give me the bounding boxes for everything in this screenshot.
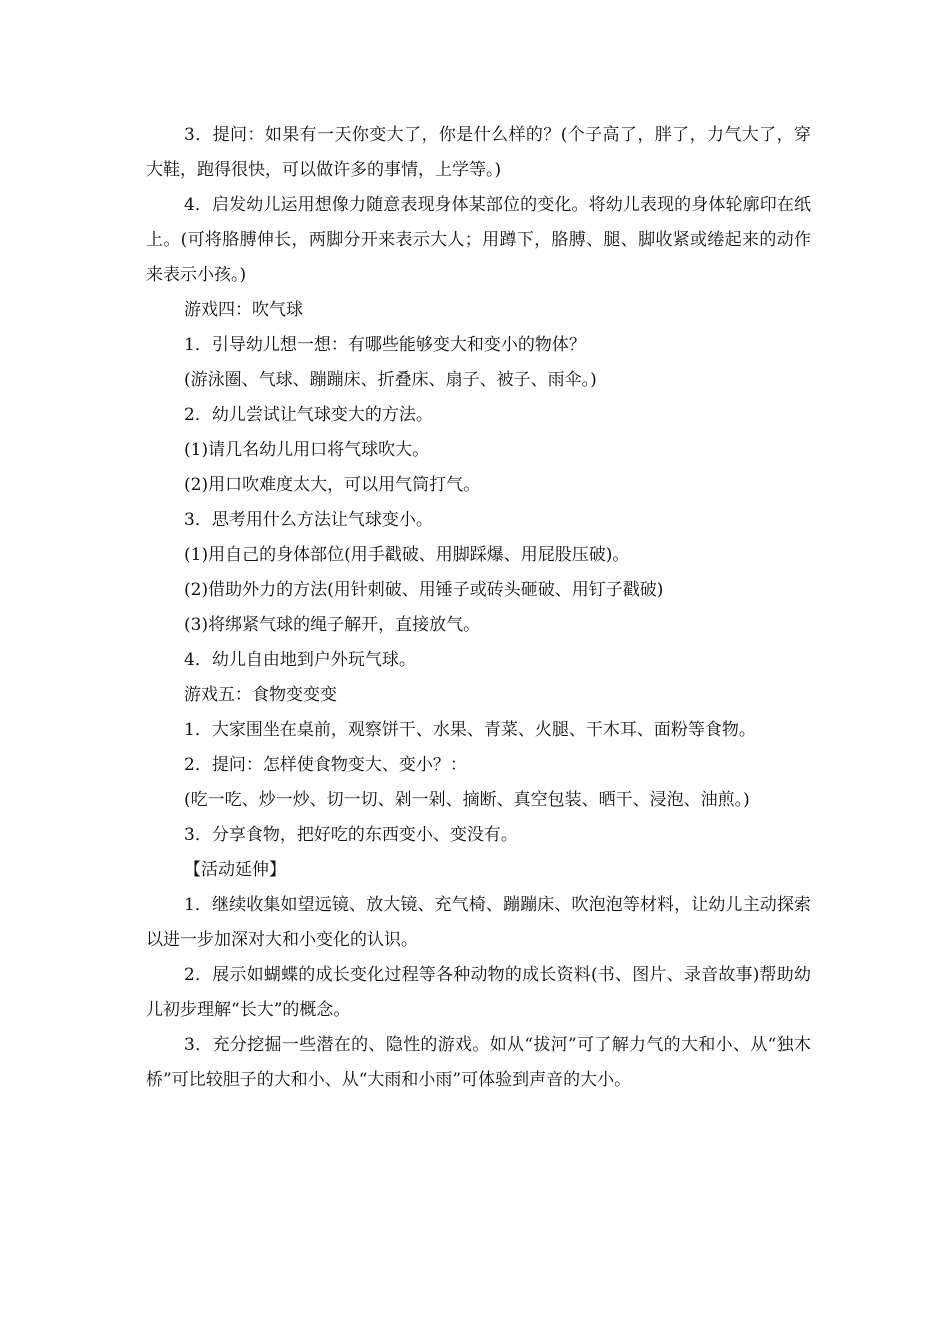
heading-activity-extension: 【活动延伸】	[184, 860, 286, 880]
paragraph-use-body: (1)用自己的身体部位(用手戳破、用脚踩爆、用屁股压破)。	[184, 545, 630, 565]
paragraph-play-outdoors: 4．幼儿自由地到户外玩气球。	[184, 650, 416, 670]
paragraph-question-grow: 3．提问：如果有一天你变大了，你是什么样的？(个子高了，胖了，力气大了，穿大鞋，跑得很快，可以做许多的事情，上学等。)	[146, 125, 811, 180]
paragraph-balloon-smaller: 3．思考用什么方法让气球变小。	[184, 510, 433, 530]
heading-game-four: 游戏四：吹气球	[184, 300, 303, 320]
paragraph-untie-string: (3)将绑紧气球的绳子解开，直接放气。	[184, 615, 481, 635]
paragraph-external-force: (2)借助外力的方法(用针刺破、用锤子或砖头砸破、用钉子戳破)	[184, 580, 664, 600]
paragraph-use-pump: (2)用口吹难度太大，可以用气筒打气。	[184, 475, 481, 495]
paragraph-food-methods: (吃一吃、炒一炒、切一切、剁一剁、摘断、真空包装、晒干、浸泡、油煎。)	[184, 790, 750, 810]
paragraph-try-balloon-bigger: 2．幼儿尝试让气球变大的方法。	[184, 405, 433, 425]
document-body	[146, 118, 811, 1098]
paragraph-question-food: 2．提问：怎样使食物变大、变小？：	[184, 755, 467, 775]
paragraph-extension-three: 3．充分挖掘一些潜在的、隐性的游戏。如从“拔河”可了解力气的大和小、从“独木桥”可比较胆子的大和小、从“大雨和小雨”可体验到声音的大小。	[146, 1035, 811, 1090]
paragraph-imagination-body: 4．启发幼儿运用想像力随意表现身体某部位的变化。将幼儿表现的身体轮廓印在纸上。(可将胳膊伸长，两脚分开来表示大人；用蹲下，胳膊、腿、脚收紧或绻起来的动作来表示小孩。)	[146, 195, 811, 285]
paragraph-observe-food: 1．大家围坐在桌前，观察饼干、水果、青菜、火腿、干木耳、面粉等食物。	[184, 720, 756, 740]
paragraph-objects-list: (游泳圈、气球、蹦蹦床、折叠床、扇子、被子、雨伞。)	[184, 370, 597, 390]
paragraph-extension-two: 2．展示如蝴蝶的成长变化过程等各种动物的成长资料(书、图片、录音故事)帮助幼儿初步理解“长大”的概念。	[146, 965, 811, 1020]
paragraph-extension-one: 1．继续收集如望远镜、放大镜、充气椅、蹦蹦床、吹泡泡等材料，让幼儿主动探索以进一步加深对大和小变化的认识。	[146, 895, 811, 950]
paragraph-share-food: 3．分享食物，把好吃的东西变小、变没有。	[184, 825, 518, 845]
heading-game-five: 游戏五：食物变变变	[184, 685, 337, 705]
paragraph-blow-by-mouth: (1)请几名幼儿用口将气球吹大。	[184, 440, 430, 460]
paragraph-guide-think: 1．引导幼儿想一想：有哪些能够变大和变小的物体？	[184, 335, 586, 355]
